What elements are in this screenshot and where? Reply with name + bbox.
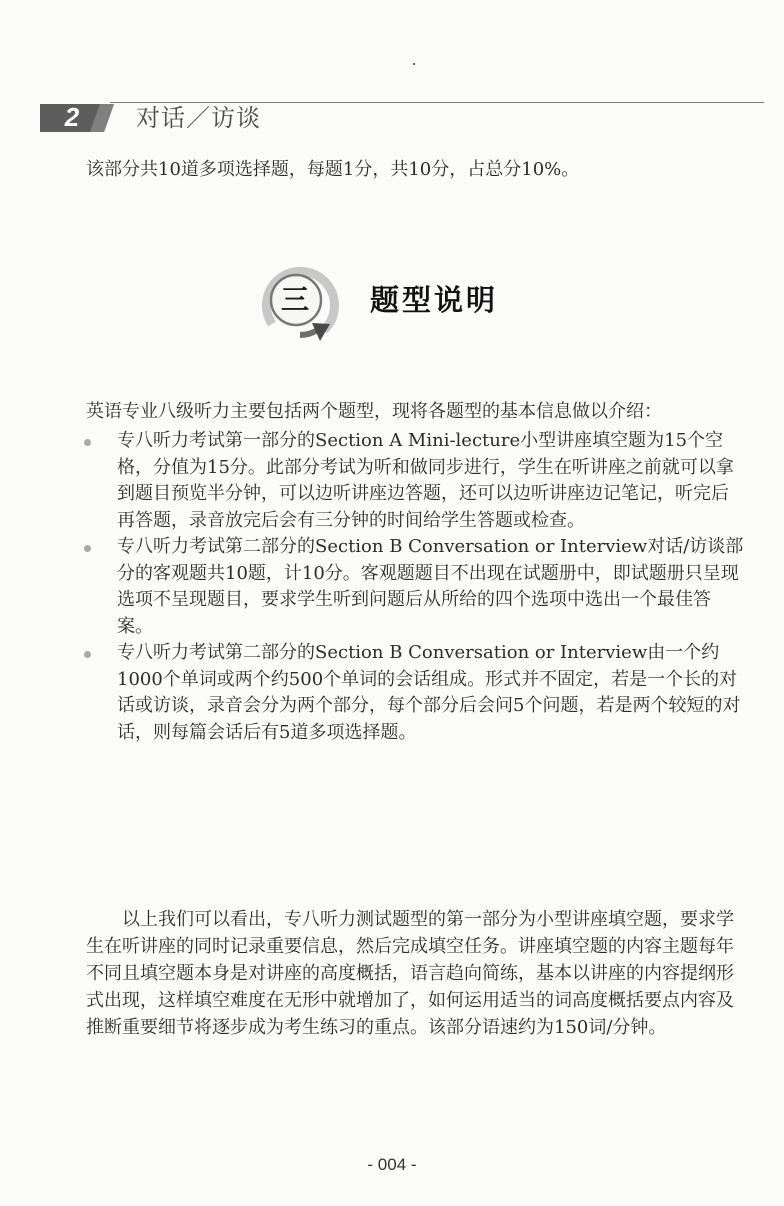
- list-item: [84, 428, 744, 534]
- bullet-icon: [84, 439, 91, 446]
- list-item-text: 专八听力考试第一部分的Section A Mini-lecture小型讲座填空题为15个空格，分值为15分。此部分考试为听和做同步进行，学生在听讲座之前就可以拿到题目预览半分钟，可以边听讲座边答题，还可以边听讲座边记笔记，听完后再答题，录音放完后会有三分钟的时间给学生答题或检查。: [117, 430, 734, 531]
- section-intro-text: 该部分共10道多项选择题，每题1分，共10分，占总分10%。: [86, 159, 580, 180]
- summary-paragraph: 以上我们可以看出，专八听力测试题型的第一部分为小型讲座填空题，要求学生在听讲座的同时记录重要信息，然后完成填空任务。讲座填空题的内容主题每年不同且填空题本身是对讲座的高度概括，语言趋向简练，基本以讲座的内容提纲形式出现，这样填空难度在无形中就增加了，如何运用适当的词高度概括要点内容及推断重要细节将逐步成为考生练习的重点。该部分语速约为150词/分钟。: [86, 909, 734, 1038]
- bullet-icon: [84, 651, 91, 658]
- chapter-title: 题型说明: [370, 283, 499, 317]
- list-item: [84, 640, 744, 746]
- bullet-icon: [84, 545, 91, 552]
- lead-paragraph: 英语专业八级听力主要包括两个题型，现将各题型的基本信息做以介绍：: [86, 401, 662, 422]
- chapter-number-emblem: [258, 262, 342, 346]
- section-number: 2: [64, 102, 80, 132]
- question-type-list: [84, 428, 744, 746]
- section-number-badge: [40, 104, 114, 132]
- page-number: - 004 -: [367, 1155, 417, 1174]
- section-header: [40, 96, 764, 140]
- page-speck: [413, 63, 415, 65]
- section-title: 对话／访谈: [136, 104, 261, 132]
- chapter-number: 三: [280, 283, 309, 316]
- chapter-heading: [258, 262, 548, 346]
- section-rule: [110, 102, 764, 103]
- list-item-text: 专八听力考试第二部分的Section B Conversation or Interview对话/访谈部分的客观题共10题，计10分。客观题题目不出现在试题册中，即试题册只呈现选项不呈现题目，要求学生听到问题后从所给的四个选项中选出一个最佳答案。: [117, 536, 744, 637]
- list-item: [84, 534, 744, 640]
- list-item-text: 专八听力考试第二部分的Section B Conversation or Interview由一个约1000个单词或两个约500个单词的会话组成。形式并不固定，若是一个长的对话或访谈，录音会分为两个部分，每个部分后会问5个问题，若是两个较短的对话，则每篇会话后有5道多项选择题。: [117, 642, 741, 743]
